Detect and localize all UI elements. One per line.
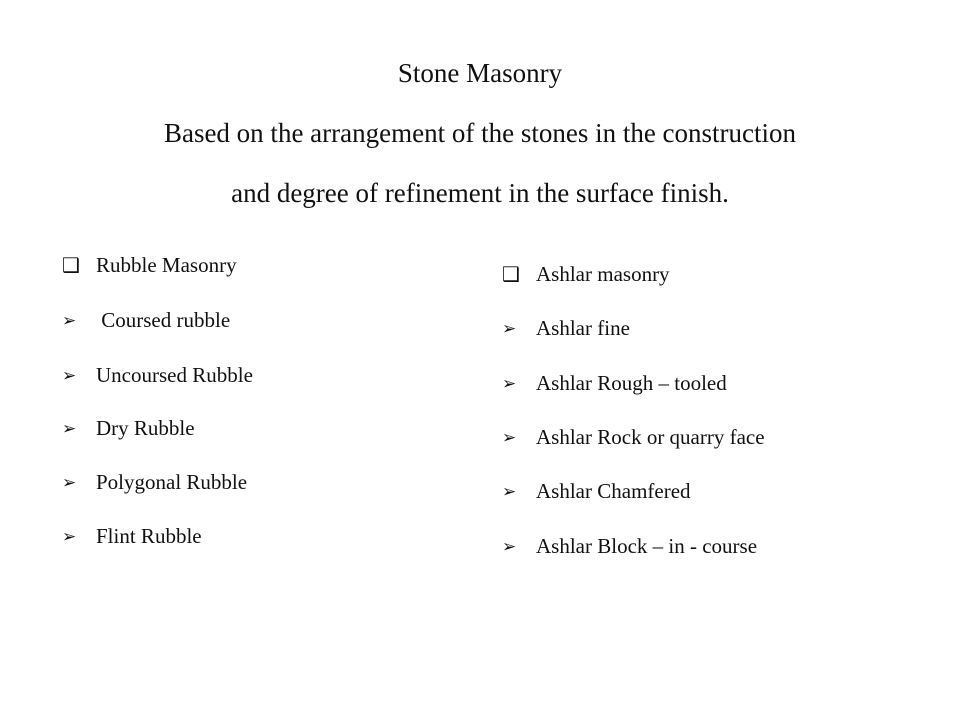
list-item [62,418,195,439]
list-item [62,310,230,331]
list-item [502,373,727,394]
list-item-label: Ashlar Block – in - course [536,534,758,558]
arrowhead-bullet-icon: ➢ [502,428,517,447]
arrowhead-bullet-icon: ➢ [502,319,517,338]
list-item [502,427,765,448]
list-item [62,526,202,547]
list-item-label: Ashlar Chamfered [536,479,691,503]
arrowhead-bullet-icon: ➢ [502,374,517,393]
list-item [502,536,757,557]
arrowhead-bullet-icon: ➢ [502,482,517,501]
list-item [62,365,253,386]
list-item-label: Dry Rubble [96,416,195,440]
list-item-label: Ashlar fine [536,316,630,340]
arrowhead-bullet-icon: ➢ [502,537,517,556]
arrowhead-bullet-icon: ➢ [62,311,77,330]
square-bullet-icon: ❑ [62,254,80,277]
subtitle-line-2: and degree of refinement in the surface finish. [231,178,729,208]
arrowhead-bullet-icon: ➢ [62,366,77,385]
arrowhead-bullet-icon: ➢ [62,473,77,492]
subtitle-line-1: Based on the arrangement of the stones in the construction [163,118,797,148]
arrowhead-bullet-icon: ➢ [62,419,77,438]
list-heading [62,255,237,276]
list-item-label: Ashlar Rock or quarry face [536,425,765,449]
list-item [62,472,247,493]
list-heading-label: Rubble Masonry [96,253,237,277]
list-item-label: Uncoursed Rubble [96,363,253,387]
list-item [502,318,630,339]
slide-title: Stone Masonry [397,58,563,88]
list-item-label: Coursed rubble [96,308,231,332]
list-item [502,481,691,502]
list-item-label: Ashlar Rough – tooled [536,371,727,395]
list-item-label: Flint Rubble [96,524,202,548]
list-heading [502,264,670,285]
arrowhead-bullet-icon: ➢ [62,527,77,546]
list-heading-label: Ashlar masonry [536,262,670,286]
list-item-label: Polygonal Rubble [96,470,248,494]
square-bullet-icon: ❑ [502,263,520,286]
